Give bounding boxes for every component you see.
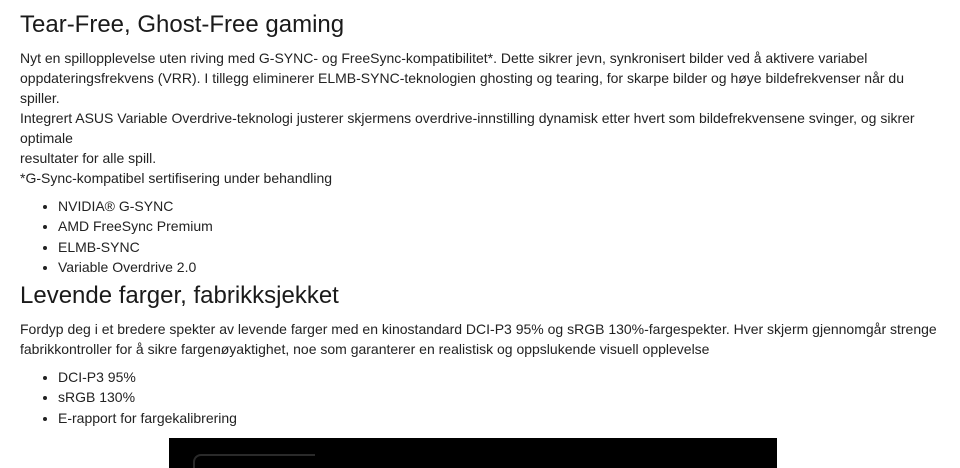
feature-item: • ELMB-SYNC <box>58 237 940 257</box>
section-vivid-colors <box>20 281 940 428</box>
feature-list <box>20 367 940 428</box>
feature-item: • NVIDIA® G-SYNC <box>58 196 940 216</box>
description-line: Integrert ASUS Variable Overdrive-teknologi justerer skjermens overdrive-innstilling dynamisk etter hvert som bildefrekvensene svinger, og sikrer optimale <box>20 110 915 146</box>
product-description <box>20 0 940 426</box>
footnote: *G-Sync-kompatibel sertifisering under behandling <box>20 170 333 186</box>
feature-item: • E-rapport for fargekalibrering <box>58 408 940 428</box>
description-line: oppdateringsfrekvens (VRR). I tillegg eliminerer ELMB-SYNC-teknologien ghosting og tearing, for skarpe bilder og høye bildefrekvenser når du spiller. <box>20 70 904 106</box>
feature-list <box>20 196 940 277</box>
section-description <box>20 48 940 188</box>
section-description <box>20 319 940 359</box>
feature-item: • DCI-P3 95% <box>58 367 940 387</box>
feature-item: • AMD FreeSync Premium <box>58 216 940 236</box>
description-line: Nyt en spillopplevelse uten riving med G-SYNC- og FreeSync-kompatibilitet*. Dette sikrer jevn, synkronisert bilder ved å aktivere variabel <box>20 50 868 66</box>
section-title: Levende farger, fabrikksjekket <box>20 282 339 309</box>
section-title: Tear-Free, Ghost-Free gaming <box>20 11 345 38</box>
description-line: fabrikkontroller for å sikre fargenøyaktighet, noe som garanterer en realistisk og oppslukende visuell opplevelse <box>20 341 710 357</box>
section-tear-free <box>20 0 940 277</box>
description-line: Fordyp deg i et bredere spekter av levende farger med en kinostandard DCI-P3 95% og sRGB 130%-fargespekter. Hver skjerm gjennomgår strenge <box>20 321 937 337</box>
description-line: resultater for alle spill. <box>20 150 157 166</box>
feature-item: • sRGB 130% <box>58 387 940 407</box>
monitor-bezel <box>193 454 315 468</box>
feature-item: • Variable Overdrive 2.0 <box>58 257 940 277</box>
